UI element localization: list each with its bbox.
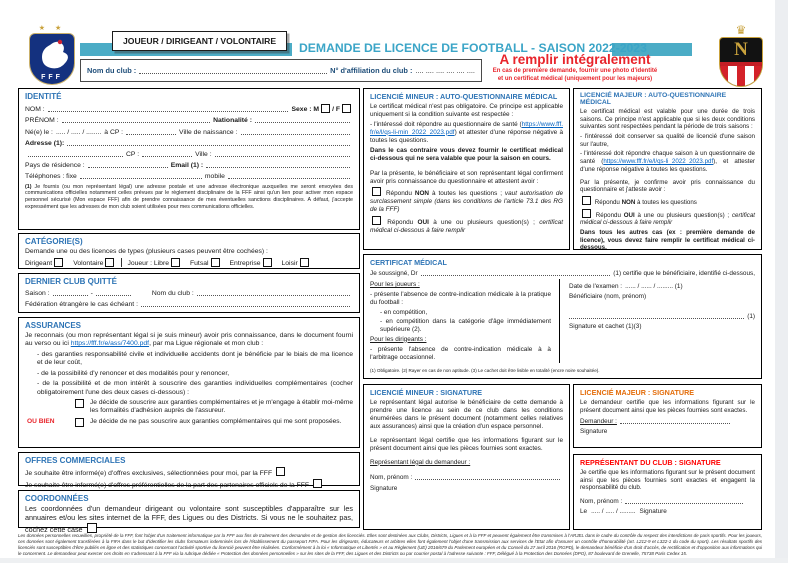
joueur-libre-checkbox[interactable] <box>171 258 180 267</box>
minor-q-p2-post: ) et attester d'une réponse négative à toutes les questions. <box>370 128 563 144</box>
futsal-checkbox[interactable] <box>211 258 220 267</box>
identity-row-adresse <box>25 139 353 147</box>
offers-line1-text: Je souhaite être informé(e) d'offres exclusives, sélectionnées pour moi, par la FFF <box>25 470 273 477</box>
identity-row-prenom <box>25 116 353 124</box>
minor-opt1-pre: Répondu <box>385 190 415 198</box>
club-sig-name-field[interactable] <box>625 497 743 504</box>
major-sig-demandeur-row <box>580 417 755 425</box>
minor-q-p3-bold: Dans le cas contraire vous devez fournir le certificat médical ci-dessous qui ne sera valable que pour la saison en cours. <box>370 146 563 162</box>
email-label: Email (1) : <box>170 162 204 170</box>
cp-label: CP : <box>126 150 140 158</box>
cert-right-column <box>559 279 755 363</box>
minor-oui-checkbox[interactable] <box>372 216 381 225</box>
email-field[interactable] <box>206 161 350 168</box>
minor-sig-name-label: Nom, prénom : <box>370 473 413 481</box>
beneficiaire-label: Bénéficiaire (nom, prénom) <box>569 292 647 300</box>
fff-logo <box>26 24 78 88</box>
major-signature-section <box>573 384 762 448</box>
club-badge-letter: N <box>734 39 748 60</box>
futsal-label: Futsal <box>190 260 209 268</box>
offers-section <box>18 452 360 490</box>
minor-questionnaire-section <box>363 88 570 250</box>
club-identification-bar <box>80 59 482 82</box>
federation-label: Fédération étrangère le cas échéant : <box>25 301 138 309</box>
identity-row-telephones <box>25 172 353 180</box>
dirigeant-checkbox[interactable] <box>54 258 63 267</box>
minor-q-p2 <box>370 121 563 145</box>
ne-le-label: Né(e) le : <box>25 128 53 136</box>
major-q-option1 <box>580 196 755 207</box>
nationalite-field[interactable] <box>255 116 350 123</box>
fill-instructions <box>455 53 695 83</box>
saison-label: Saison : <box>25 290 50 298</box>
major-questionnaire-link[interactable]: https://www.fff.fr/e/l/qs-li_2022_2023.pdf <box>603 158 714 166</box>
categories-options-row <box>25 258 353 267</box>
fill-sub1: En cas de première demande, fournir une photo d'identité <box>492 67 658 74</box>
major-questionnaire-section <box>573 88 762 250</box>
ville-naissance-field[interactable] <box>241 128 351 135</box>
role-box: JOUEUR / DIRIGEANT / VOLONTAIRE <box>112 31 287 51</box>
legal-footer: Les données personnelles recueillies, propriété de la FFF, font l'objet d'un traitement informatique par la FFF aux fins de traitement des demandes et de gestion des licenciés. Elles sont destinées aux Clubs, Districts, Ligues et à la FFF et peuvent également être transmises à l'ARJEL dans le cadre du contrôle du respect des interdictions de paris sportifs. Pour les joueurs, ces données sont également transférées à la FIFA dans le but d'identifier les clubs formateurs indemnisés lors de l'établissement du passeport FIFA. Pour les dirigeants, éducateurs et arbitres elles font également l'objet d'une transmission aux services de l'Etat afin d'assurer un contrôle d'honorabilité (art. L212-9 et L322-1 du code du sport). Les résultats sportifs des licenciés sont susceptibles d'être publiés en ligne et des statistiques concernant l'activité sportive du licencié peuvent être réalisées. Conformément à la loi « Informatique et Libertés » et au Règlement (UE) 2016/679 du Parlement européen et du Conseil du 27 avril 2016 (RGPD), le demandeur bénéficie d'un droit d'accès, de rectification et d'opposition aux informations qui le concernent. Le demandeur peut exercer ces droits en s'adressant à la FFF via la rubrique dédiée « Protection des données personnelles » sur les sites de la FFF, des Ligues et des Districts ou par courrier postal à l'adresse suivante : FFF, Délégué à la Protection des Données (DPO), 87 boulevard de Grenelle, 75738 Paris Cedex 15. <box>18 533 762 556</box>
fff-stars-icon: ★ ★ <box>38 25 66 32</box>
cert-columns <box>370 279 755 363</box>
cp-naissance-label: à CP : <box>104 128 124 136</box>
club-sig-signature-label: Signature <box>639 507 667 515</box>
fill-sub2: et un certificat médical (uniquement pour les majeurs) <box>497 75 653 82</box>
minor-sig-name-row <box>370 473 563 481</box>
identity-title: IDENTITÉ <box>25 92 62 101</box>
sexe-label: Sexe : M <box>291 106 320 114</box>
entreprise-label: Entreprise <box>229 260 261 268</box>
last-club-name-label: Nom du club : <box>151 290 194 298</box>
cert-joueurs-line1: - présente l'absence de contre-indication médicale à la pratique du football : <box>370 290 551 306</box>
insurance-section <box>18 317 360 448</box>
club-sig-name-row <box>580 497 755 505</box>
saison-fin-field[interactable] <box>96 289 131 296</box>
fill-title: A remplir intégralement <box>499 52 651 67</box>
contact-details-title: COORDONNÉES <box>25 494 89 503</box>
cert-intro-row <box>370 269 755 277</box>
dirigeant-label: Dirigeant <box>25 260 53 268</box>
beneficiaire-field[interactable] <box>569 312 744 319</box>
affiliation-field[interactable]: .... .... .... .... .... .... <box>415 66 475 75</box>
minor-q-p2-pre: - l'intéressé doit répondre au questionnaire de santé ( <box>370 120 522 128</box>
club-signature-title: REPRÉSENTANT DU CLUB : SIGNATURE <box>580 458 721 467</box>
saison-debut-field[interactable] <box>53 289 88 296</box>
page-edge-bottom <box>0 558 788 563</box>
affiliation-label: N° d'affiliation du club : <box>330 66 413 75</box>
minor-opt1-non: NON <box>414 190 430 198</box>
souscrire-checkbox[interactable] <box>75 399 84 408</box>
major-q-p3-post: ), et attester d'une réponse négative à toutes les questions. <box>580 158 755 173</box>
date-naissance-field[interactable]: ..... / ..... / ........ <box>55 128 102 136</box>
minor-questionnaire-link[interactable]: https://www.fff.fr/e/l/qs-li-min_2022_2023.pdf <box>370 120 563 136</box>
page-edge-right <box>775 0 788 563</box>
minor-q-option2 <box>370 216 563 235</box>
major-signature-title: LICENCIÉ MAJEUR : SIGNATURE <box>580 388 695 397</box>
club-sig-name-label: Nom, prénom : <box>580 498 623 506</box>
insurance-option1-row <box>25 399 353 415</box>
identity-section <box>18 88 360 230</box>
insurance-intro <box>25 332 353 349</box>
cert-exam-date-row <box>569 283 755 290</box>
minor-signature-title: LICENCIÉ MINEUR : SIGNATURE <box>370 388 483 397</box>
sexe-f-checkbox[interactable] <box>342 104 351 113</box>
offres-fff-checkbox[interactable] <box>276 467 285 476</box>
demandeur-label: Demandeur : <box>580 418 617 426</box>
club-sig-date-field[interactable]: ..... / ..... / ......... <box>591 507 636 515</box>
sexe-m-checkbox[interactable] <box>321 104 330 113</box>
minor-sig-p1: Le représentant légal autorise le bénéficiaire de cette demande à prendre une licence au sein de ce club dans les conditions énumérées dans le présent document (notamment celles relatives aux assurances) ainsi que la création d'un espace personnel. <box>370 399 563 430</box>
minor-sig-legal-rep: Représentant légal du demandeur : <box>370 458 471 466</box>
major-opt1-pre: Répondu <box>594 198 622 206</box>
club-name-field[interactable] <box>139 67 327 74</box>
major-q-p1: Le certificat médical est valable pour une durée de trois saisons. Ce principe n'est applicable que si les deux conditions suivantes sont respectées pendant la période de trois saisons : <box>580 108 755 131</box>
saison-separator: - <box>90 290 93 298</box>
major-questionnaire-title: LICENCIÉ MAJEUR : AUTO-QUESTIONNAIRE MÉDICAL <box>580 92 727 106</box>
federation-field[interactable] <box>141 300 350 307</box>
club-badge-stripes <box>720 66 762 87</box>
identity-row-pays-email <box>25 161 353 169</box>
souscrire-label: Je décide de souscrire aux garanties complémentaires et je m'engage à établir moi-même les formalités d'adhésion auprès de l'assureur. <box>90 399 353 415</box>
identity-footnote <box>25 184 353 212</box>
contact-details-text-wrap <box>25 505 353 535</box>
insurance-title: ASSURANCES <box>25 321 82 330</box>
demandeur-field[interactable] <box>620 417 730 424</box>
minor-opt1-italic: vaut autorisation de surclassement simple (dans les conditions de l'article 73.1 des RG de la FFF) <box>370 190 564 214</box>
offers-title: OFFRES COMMERCIALES <box>25 456 126 465</box>
cert-joueurs-sub2: - en compétition dans la catégorie d'âge immédiatement supérieure (2). <box>380 317 551 333</box>
offers-line1 <box>25 467 353 478</box>
last-club-title: DERNIER CLUB QUITTÉ <box>25 277 117 286</box>
joueur-libre-label: Joueur : Libre <box>127 260 169 268</box>
identity-footnote-text: Je fournis (ou mon représentant légal) une adresse postale et une adresse électronique auxquelles me seront envoyées des communications officielles notamment celles prévues par le règlement disciplinaire de la FFF ainsi qu'un lien pour activer mon espace personnel sécurisé (Mon espace FFF) afin de prendre connaissance de mes éventuelles sanctions disciplinaires. A défaut, j'accepte expressément que les adresses de mon club soient utilisées pour mes communications officielles. <box>25 183 353 211</box>
identity-footnote-marker: (1) <box>25 183 32 190</box>
insurance-link[interactable]: https://fff.fr/e/ass/7400.pdf <box>70 340 150 348</box>
cert-left-column <box>370 279 559 363</box>
minor-sig-p2: Le représentant légal certifie que les informations figurant sur le présent document ainsi que les pièces fournies sont exactes. <box>370 436 563 452</box>
telephone-mobile-field[interactable] <box>228 172 350 179</box>
prenom-label: PRÉNOM : <box>25 117 59 125</box>
adresse-label: Adresse (1): <box>25 139 65 147</box>
nom-field[interactable] <box>48 105 289 112</box>
major-opt1-non: NON <box>621 198 636 206</box>
club-badge <box>714 24 768 90</box>
coordonnees-optout-checkbox[interactable] <box>87 523 97 533</box>
club-name-label: Nom du club : <box>87 66 137 75</box>
minor-sig-name-field[interactable] <box>415 473 560 480</box>
contact-details-section <box>18 490 360 534</box>
medical-certificate-title: CERTIFICAT MÉDICAL <box>370 258 447 267</box>
minor-opt2-pre: Répondu <box>387 219 418 227</box>
minor-opt2-italic: certificat médical ci-dessous à faire remplir <box>370 219 564 235</box>
minor-signature-section <box>363 384 570 530</box>
cert-dirigeants-line: - présente l'absence de contre-indication médicale à à l'arbitrage occasionnel. <box>370 345 551 361</box>
fff-shield-icon <box>29 33 75 85</box>
nationalite-label: Nationalité : <box>213 117 252 125</box>
insurance-bullet-2: - de la possibilité d'y renoncer et des modalités pour y renoncer, <box>37 369 230 377</box>
cert-intro-post: (1) certifie que le bénéficiaire, identifié ci-dessous, <box>613 270 755 277</box>
last-club-name-field[interactable] <box>197 289 350 296</box>
cert-intro-pre: Je soussigné, Dr <box>370 270 418 277</box>
major-opt2-oui: OUI <box>623 211 635 219</box>
sexe-f-label: / F <box>332 106 340 114</box>
ville-naissance-label: Ville de naissance : <box>179 128 238 136</box>
identity-row-naissance <box>25 128 353 136</box>
major-sig-p1: Le demandeur certifie que les informations figurant sur le présent document ainsi que les pièces fournies sont exactes. <box>580 399 755 414</box>
club-signature-section <box>573 454 762 530</box>
last-club-row-federation <box>25 300 353 308</box>
major-q-p2: - l'intéressé doit conserver sa qualité de licencié d'une saison sur l'autre, <box>580 133 755 148</box>
loisir-checkbox[interactable] <box>300 258 309 267</box>
minor-opt2-mid: à une ou plusieurs question(s) ; <box>428 219 540 227</box>
page-title: DEMANDE DE LICENCE DE FOOTBALL - SAISON 2022-2023 <box>299 41 647 55</box>
cert-joueurs-header: Pour les joueurs : <box>370 281 420 288</box>
identity-row-cp-ville <box>25 150 353 158</box>
major-q-p3-pre: - l'intéressé doit répondre chaque saison à un questionnaire de santé ( <box>580 150 755 166</box>
last-club-row-saison <box>25 289 353 297</box>
minor-sig-signature-label: Signature <box>370 484 398 492</box>
ne-pas-souscrire-checkbox[interactable] <box>75 418 84 427</box>
cert-dirigeants-header: Pour les dirigeants : <box>370 335 427 343</box>
pays-field[interactable] <box>88 161 168 168</box>
ville-label: Ville : <box>195 150 212 158</box>
exam-date-field[interactable]: ...... / ...... / ......... (1) <box>625 283 683 290</box>
minor-q-p4: Par la présente, le bénéficiaire et son représentant légal confirment avoir pris connaissance du questionnaire et attestent avoir : <box>370 169 563 185</box>
ne-pas-souscrire-label: Je décide de ne pas souscrire aux garanties complémentaires qui me sont proposées. <box>90 418 342 426</box>
last-club-section <box>18 273 360 313</box>
cert-joueurs-sub1: - en compétition, <box>380 308 428 316</box>
major-opt2-pre: Répondu <box>595 211 624 219</box>
cp-naissance-field[interactable] <box>126 128 176 135</box>
major-opt2-italic: certificat médical ci-dessous à faire remplir <box>580 211 755 227</box>
nom-label: NOM : <box>25 106 45 114</box>
major-q-option2 <box>580 209 755 227</box>
insurance-intro-post: , par ma Ligue régionale et mon club : <box>149 340 264 348</box>
major-opt2-mid: à une ou plusieurs question(s) ; <box>634 211 732 219</box>
categories-title: CATÉGORIE(S) <box>25 237 83 246</box>
cert-signature-label: Signature et cachet (1)(3) <box>569 322 642 330</box>
insurance-bullet-3: - de la possibilité et de mon intérêt à souscrire des garanties individuelles complémentaires (cocher obligatoirement l'une des deux cases ci-dessous) : <box>37 380 353 396</box>
cp-field[interactable] <box>142 150 192 157</box>
major-oui-checkbox[interactable] <box>582 209 591 218</box>
club-sig-p1: Je certifie que les informations figurant sur le présent document ainsi que les pièces fournies sont exactes et engagent la responsabilité du club. <box>580 469 755 492</box>
insurance-intro-pre: Je reconnais (ou mon représentant légal si je suis mineur) avoir pris connaissance, dans le document fourni au verso ou ici <box>25 332 353 348</box>
beneficiaire-row <box>569 312 755 320</box>
minor-opt2-oui: OUI <box>417 219 429 227</box>
categories-section <box>18 233 360 269</box>
major-q-p5-bold: Dans tous les autres cas (ex : première demande de licence), vous devez faire remplir le certificat médical ci-dessous. <box>580 228 755 252</box>
pays-label: Pays de résidence : <box>25 162 85 170</box>
categories-divider <box>121 258 122 267</box>
adresse-suite-field[interactable] <box>28 150 123 157</box>
ou-bien-label: OU BIEN <box>27 418 55 426</box>
loisir-label: Loisir <box>281 260 298 268</box>
offres-partenaires-checkbox[interactable] <box>313 479 322 488</box>
medical-certificate-section <box>363 254 762 379</box>
club-badge-shield-icon <box>719 37 763 87</box>
fff-logo-text: FFF <box>41 74 63 81</box>
contact-details-text: Les coordonnées d'un demandeur dirigeant ou volontaire sont susceptibles d'apparaître sur les annuaires et/ou les sites internet de la FFF, des Ligues ou des Districts. Si vous ne le souhaitez pas, cochez cette case <box>25 504 353 534</box>
telephone-fixe-field[interactable] <box>80 172 202 179</box>
insurance-bullet-1: - des garanties responsabilité civile et individuelle accidents dont je bénéficie par le biais de ma licence et de leur coût, <box>37 350 353 367</box>
crown-icon: ♛ <box>735 23 747 37</box>
volontaire-checkbox[interactable] <box>105 258 114 267</box>
minor-non-checkbox[interactable] <box>372 187 381 196</box>
beneficiaire-marker: (1) <box>747 313 755 321</box>
entreprise-checkbox[interactable] <box>263 258 272 267</box>
club-sig-date-row <box>580 508 755 515</box>
minor-questionnaire-title: LICENCIÉ MINEUR : AUTO-QUESTIONNAIRE MÉDICAL <box>370 92 558 101</box>
minor-opt1-mid: à toutes les questions ; <box>429 190 505 198</box>
club-sig-le-label: Le <box>580 507 588 515</box>
offers-line2-text: Je souhaite être informé(e) d'offres préférentielles de la part des partenaires officiels de la FFF <box>25 482 310 490</box>
telephone-fixe-label: Téléphones : fixe <box>25 173 77 181</box>
adresse-field[interactable] <box>67 139 350 146</box>
cert-footnote: (1) Obligatoire. (2) Rayer en cas de non aptitude. (3) Le cachet doit être lisible en totalité (encre noire souhaitée). <box>370 368 600 374</box>
identity-row-nom <box>25 104 353 113</box>
doctor-name-field[interactable] <box>421 269 611 276</box>
exam-date-label: Date de l'examen : <box>569 283 623 290</box>
major-opt1-post: à toutes les questions <box>635 198 697 206</box>
major-non-checkbox[interactable] <box>582 196 591 205</box>
insurance-option2-row <box>25 418 353 427</box>
telephone-mobile-label: mobile <box>204 173 225 181</box>
categories-intro: Demande une ou des licences de types (plusieurs cases peuvent être cochées) : <box>25 248 268 255</box>
prenom-field[interactable] <box>62 116 210 123</box>
volontaire-label: Volontaire <box>73 260 104 268</box>
major-q-p3 <box>580 150 755 173</box>
minor-q-option1 <box>370 187 563 214</box>
minor-q-p1: Le certificat médical n'est pas obligatoire. Ce principe est applicable uniquement si la condition suivante est respectée : <box>370 103 563 118</box>
major-sig-signature-label: Signature <box>580 427 608 435</box>
ville-field[interactable] <box>215 150 350 157</box>
major-q-p4: Par la présente, je confirme avoir pris connaissance du questionnaire et j'atteste avoir : <box>580 178 755 194</box>
